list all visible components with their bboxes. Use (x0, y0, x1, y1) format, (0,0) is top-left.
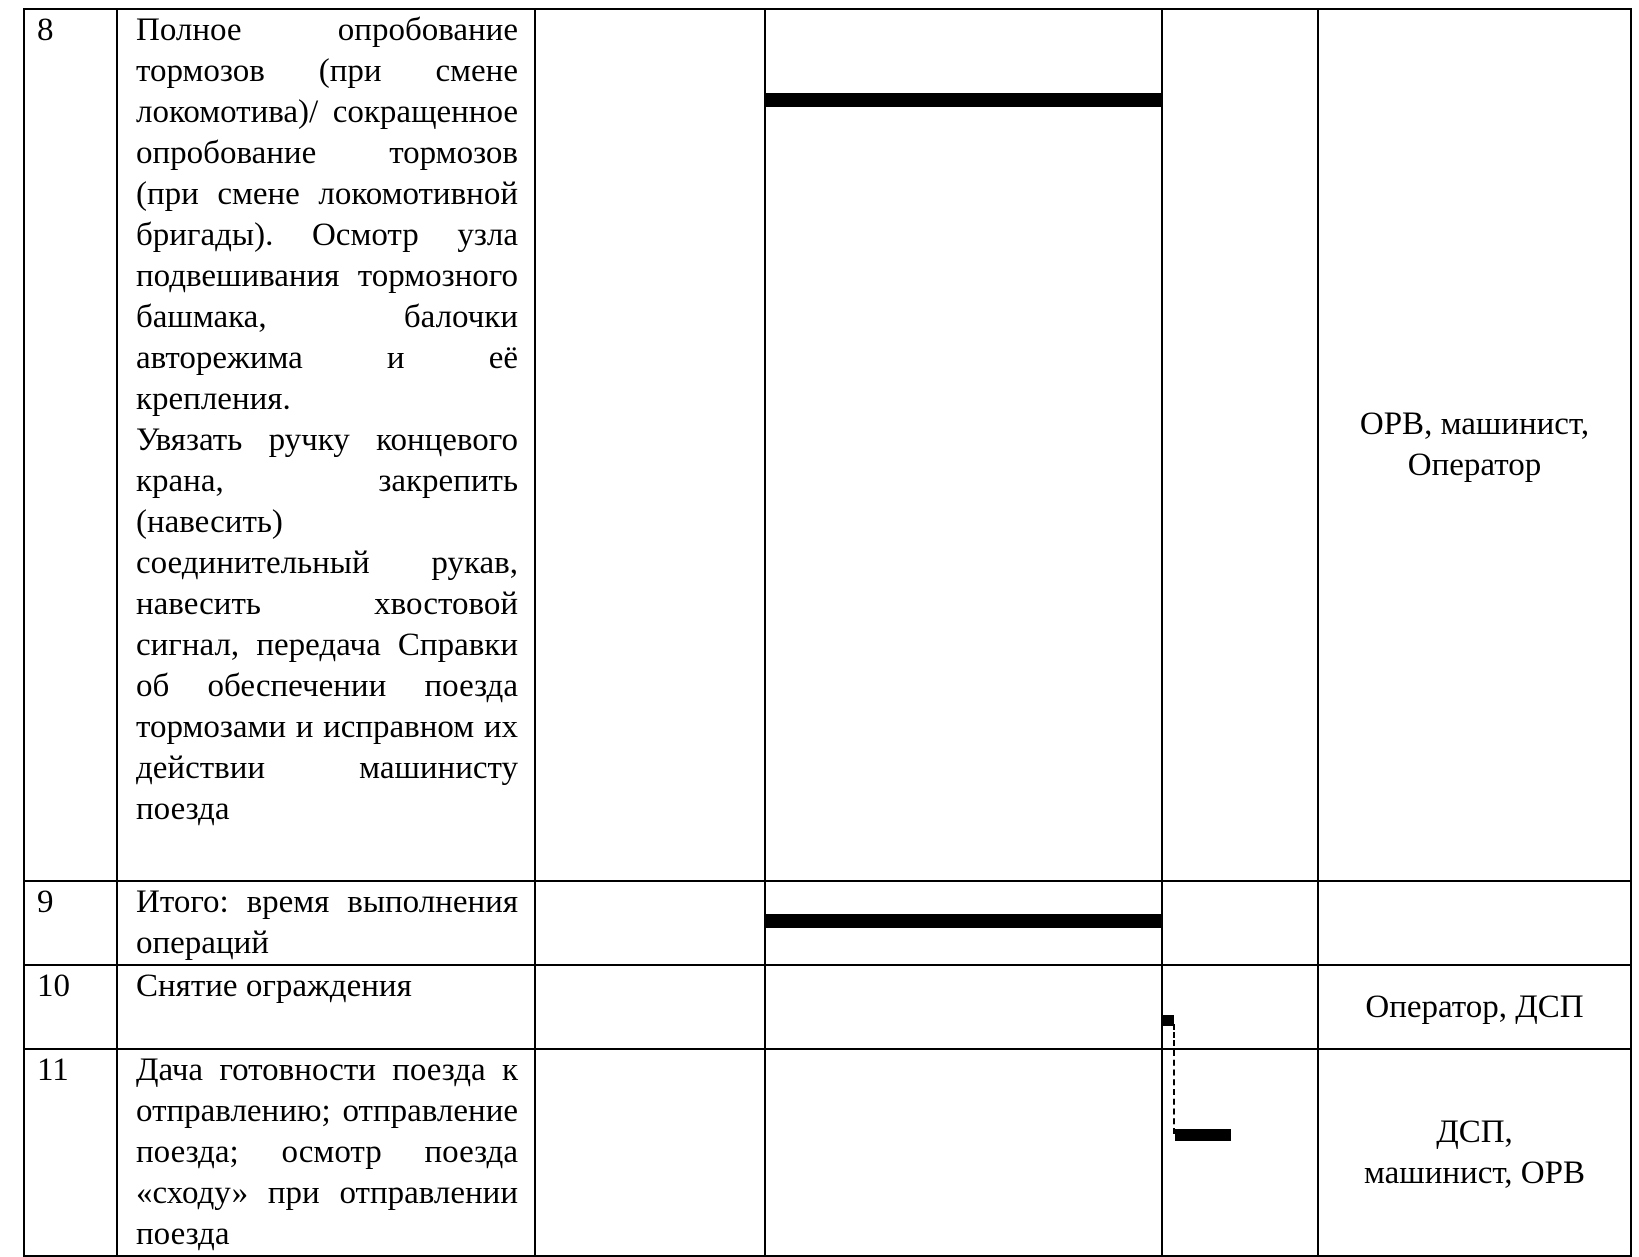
timeline-cell (535, 1049, 765, 1256)
operation-description (117, 881, 535, 965)
timeline-cell (765, 881, 1162, 965)
description-paragraph: Увязать ручку концевого крана, закрепить (навесить) соединительный рукав, навесить хвостовой сигнал, передача Справки об обеспечении поезда тормозами и исправном их действии машинисту поезда (136, 422, 518, 827)
gantt-bar (766, 93, 1161, 107)
description-paragraph: Снятие ограждения (136, 968, 412, 1004)
row-number: 11 (24, 1049, 117, 1256)
timeline-cell (765, 965, 1162, 1049)
gantt-bar (766, 914, 1161, 928)
timeline-cell (1162, 1049, 1318, 1256)
timeline-cell (535, 965, 765, 1049)
operation-description (117, 965, 535, 1049)
description-paragraph: Итого: время выполнения операций (136, 884, 518, 961)
timeline-cell (535, 9, 765, 881)
row-number: 9 (24, 881, 117, 965)
table-row (24, 965, 1631, 1049)
description-paragraph: Дача готовности поезда к отправлению; отправление поезда; осмотр поезда «сходу» при отправлении поезда (136, 1052, 518, 1252)
timeline-cell (1162, 881, 1318, 965)
row-number: 10 (24, 965, 117, 1049)
timeline-cell (765, 1049, 1162, 1256)
description-paragraph: Полное опробование тормозов (при смене локомотива)/ сокращенное опробование тормозов (при смене локомотивной бригады). Осмотр узла подвешивания тормозного башмака, балочки авторежима и её крепления. (136, 12, 518, 417)
timeline-cell (1162, 965, 1318, 1049)
timeline-cell (535, 881, 765, 965)
table-row (24, 881, 1631, 965)
responsible-cell: ОРВ, машинист, Оператор (1318, 9, 1631, 881)
gantt-bar (1175, 1129, 1231, 1141)
responsible-cell: ДСП, машинист, ОРВ (1318, 1049, 1631, 1256)
table-row (24, 1049, 1631, 1256)
responsible-cell (1318, 881, 1631, 965)
connector-line (1173, 1050, 1175, 1134)
operation-description (117, 1049, 535, 1256)
responsible-cell: Оператор, ДСП (1318, 965, 1631, 1049)
schedule-table (23, 8, 1632, 1257)
timeline-cell (1162, 9, 1318, 881)
operation-description (117, 9, 535, 881)
table-row (24, 9, 1631, 881)
timeline-cell (765, 9, 1162, 881)
row-number: 8 (24, 9, 117, 881)
